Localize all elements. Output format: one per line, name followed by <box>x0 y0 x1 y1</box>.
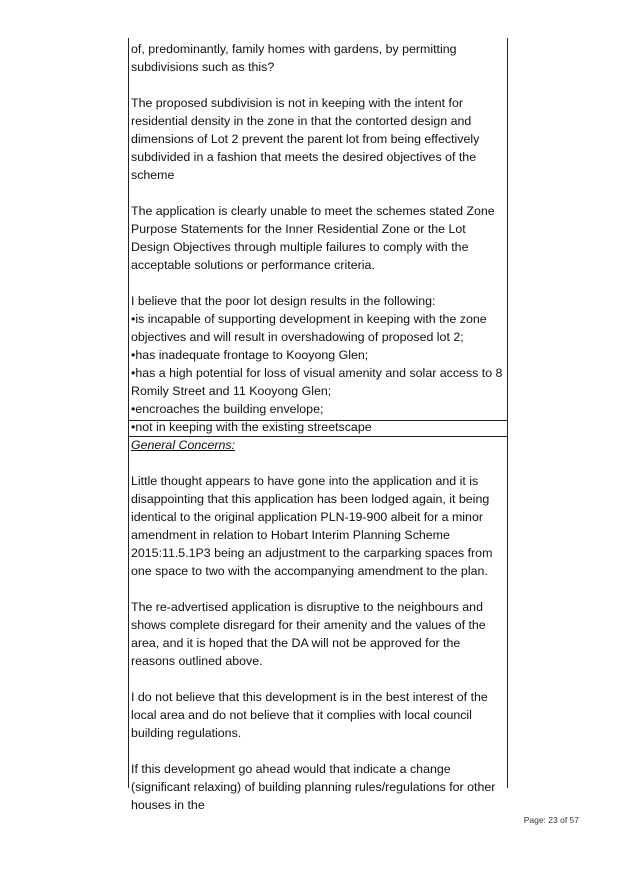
list-item: • has inadequate frontage to Kooyong Glen; <box>131 348 368 362</box>
list-item: • encroaches the building envelope; <box>131 402 323 416</box>
paragraph-planning-rules: If this development go ahead would that indicate a change (significant relaxing) of building planning rules/regulations for other houses in the <box>131 762 496 812</box>
objection-details-cell <box>129 40 507 436</box>
list-item: • is incapable of supporting development in keeping with the zone objectives and will result in overshadowing of proposed lot 2; <box>131 312 487 344</box>
paragraph-residential-density: The proposed subdivision is not in keeping with the intent for residential density in the zone in that the contorted design and dimensions of Lot 2 prevent the parent lot from being effectively subdivided in a fashion that meets the desired objectives of the scheme <box>131 96 480 182</box>
paragraph-zone-purpose: The application is clearly unable to meet the schemes stated Zone Purpose Statements for the Inner Residential Zone or the Lot Design Objectives through multiple failures to comply with the acceptable solutions or performance criteria. <box>131 204 495 272</box>
paragraph-application-lodged-again: Little thought appears to have gone into the application and it is disappointing that this application has been lodged again, it being identical to the original application PLN-19-900 albeit for a minor amendment in relation to Hobart Interim Planning Scheme 2015:11.5.1P3 being an adjustment to the carparking spaces from one space to two with the accompanying amendment to the plan. <box>131 474 493 578</box>
list-intro: I believe that the poor lot design results in the following: <box>131 294 436 308</box>
list-item: • not in keeping with the existing streetscape <box>131 420 372 434</box>
table-divider <box>129 420 507 421</box>
submission-table <box>128 38 508 812</box>
lot-design-list <box>131 292 505 436</box>
paragraph-family-homes: of, predominantly, family homes with gardens, by permitting subdivisions such as this? <box>131 42 457 74</box>
page-number: Page: 23 of 57 <box>523 815 579 825</box>
list-item: • has a high potential for loss of visual amenity and solar access to 8 Romily Street and 11 Kooyong Glen; <box>131 366 502 398</box>
paragraph-best-interest: I do not believe that this development is in the best interest of the local area and do not believe that it complies with local council building regulations. <box>131 690 488 740</box>
paragraph-disruptive: The re-advertised application is disruptive to the neighbours and shows complete disregard for their amenity and the values of the area, and it is hoped that the DA will not be approved for the reasons outlined above. <box>131 600 486 668</box>
general-concerns-cell <box>129 436 507 814</box>
general-concerns-heading: General Concerns: <box>131 438 235 452</box>
